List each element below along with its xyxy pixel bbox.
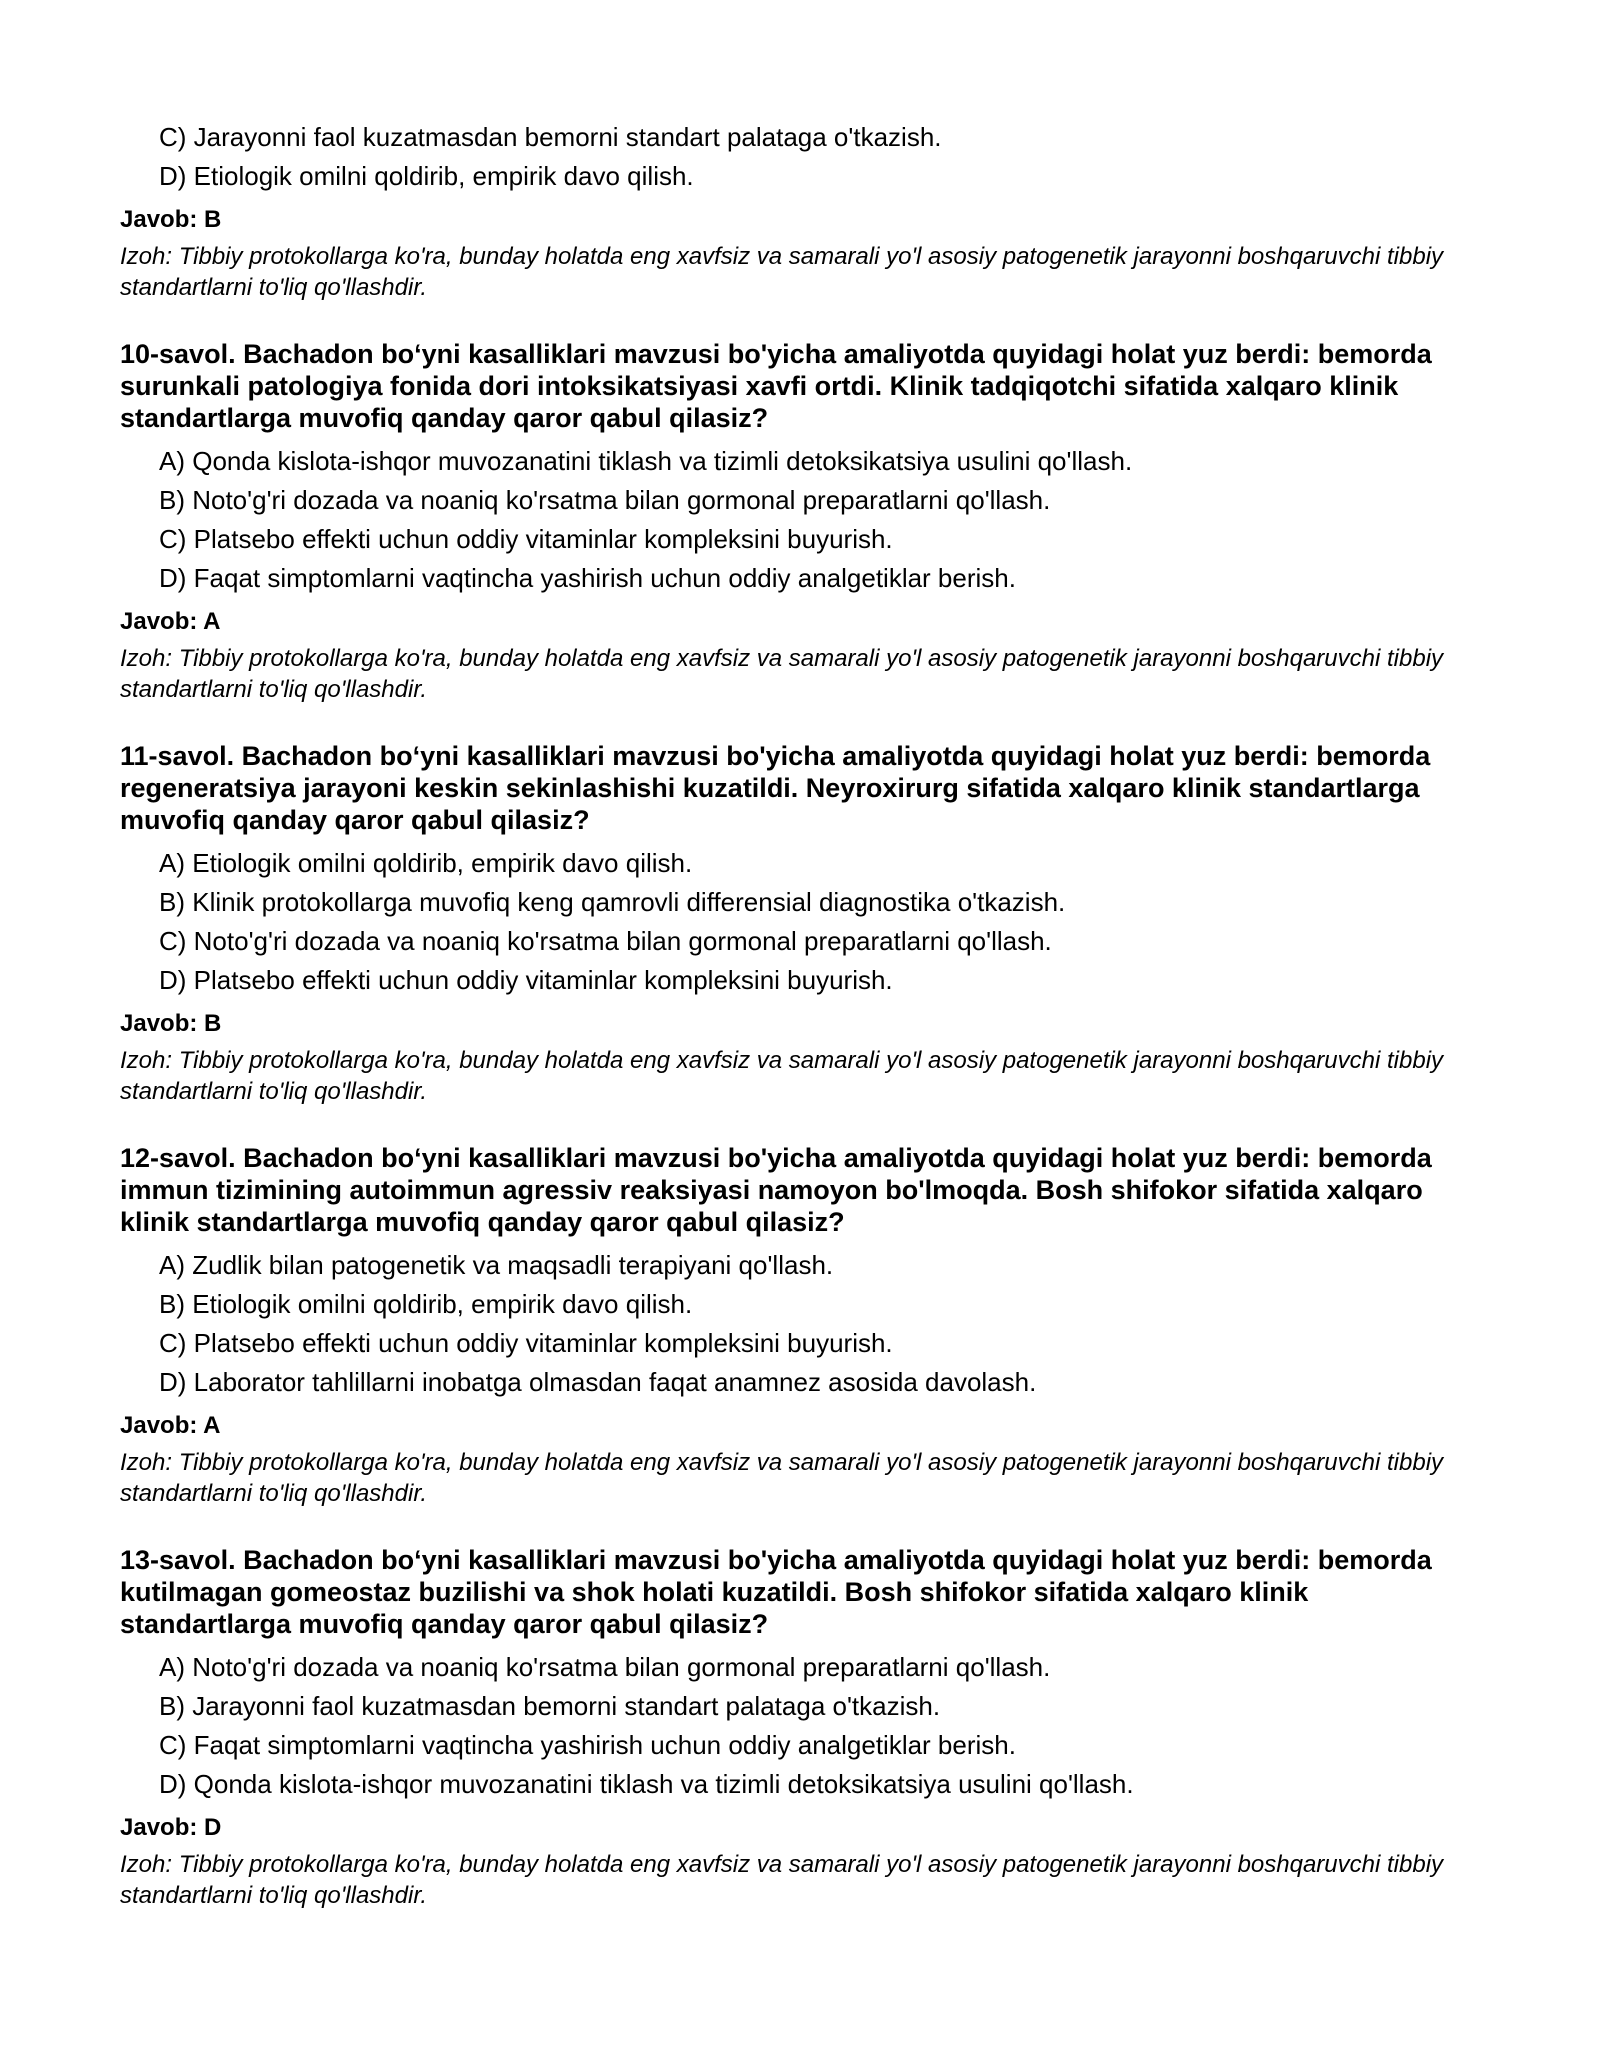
option-a: A) Zudlik bilan patogenetik va maqsadli terapiyani qo'llash. [159, 1250, 834, 1280]
answer-label: Javob: A [120, 608, 221, 635]
answer-label: Javob: B [120, 206, 222, 233]
question-text: 13-savol. Bachadon bo‘yni kasalliklari mavzusi bo'yicha amaliyotda quyidagi holat yuz berdi: bemorda kutilmagan gomeostaz buzilishi va shok holati kuzatildi. Bosh shifokor sifatida xalqaro klinik standartlarga muvofiq qanday qaror qabul qilasiz? [120, 1545, 1432, 1639]
question-9-continuation [120, 118, 1480, 303]
option-c: C) Jarayonni faol kuzatmasdan bemorni standart palataga o'tkazish. [159, 122, 942, 152]
answer-label: Javob: B [120, 1010, 222, 1037]
question-text: 11-savol. Bachadon bo‘yni kasalliklari mavzusi bo'yicha amaliyotda quyidagi holat yuz berdi: bemorda regeneratsiya jarayoni keskin sekinlashishi kuzatildi. Neyroxirurg sifatida xalqaro klinik standartlarga muvofiq qanday qaror qabul qilasiz? [120, 741, 1431, 835]
explanation-note: Izoh: Tibbiy protokollarga ko'ra, bunday holatda eng xavfsiz va samarali yo'l asosiy patogenetik jarayonni boshqaruvchi tibbiy standartlarni to'liq qo'llashdir. [120, 645, 1444, 703]
option-a: A) Etiologik omilni qoldirib, empirik davo qilish. [159, 848, 693, 878]
option-c: C) Platsebo effekti uchun oddiy vitaminlar kompleksini buyurish. [159, 524, 893, 554]
option-b: B) Etiologik omilni qoldirib, empirik davo qilish. [159, 1289, 693, 1319]
option-b: B) Noto'g'ri dozada va noaniq ko'rsatma bilan gormonal preparatlarni qo'llash. [159, 485, 1051, 515]
option-b: B) Klinik protokollarga muvofiq keng qamrovli differensial diagnostika o'tkazish. [159, 887, 1066, 917]
document-page [120, 118, 1480, 1911]
question-12 [120, 1142, 1480, 1509]
option-a: A) Qonda kislota-ishqor muvozanatini tiklash va tizimli detoksikatsiya usulini qo'llash. [159, 446, 1133, 476]
question-text: 10-savol. Bachadon bo‘yni kasalliklari mavzusi bo'yicha amaliyotda quyidagi holat yuz berdi: bemorda surunkali patologiya fonida dori intoksikatsiyasi xavfi ortdi. Klinik tadqiqotchi sifatida xalqaro klinik standartlarga muvofiq qanday qaror qabul qilasiz? [120, 339, 1432, 433]
explanation-note: Izoh: Tibbiy protokollarga ko'ra, bunday holatda eng xavfsiz va samarali yo'l asosiy patogenetik jarayonni boshqaruvchi tibbiy standartlarni to'liq qo'llashdir. [120, 243, 1444, 301]
explanation-note: Izoh: Tibbiy protokollarga ko'ra, bunday holatda eng xavfsiz va samarali yo'l asosiy patogenetik jarayonni boshqaruvchi tibbiy standartlarni to'liq qo'llashdir. [120, 1047, 1444, 1105]
option-c: C) Noto'g'ri dozada va noaniq ko'rsatma bilan gormonal preparatlarni qo'llash. [159, 926, 1052, 956]
option-d: D) Laborator tahlillarni inobatga olmasdan faqat anamnez asosida davolash. [159, 1367, 1037, 1397]
options-list [120, 1648, 1480, 1804]
option-d: D) Qonda kislota-ishqor muvozanatini tiklash va tizimli detoksikatsiya usulini qo'llash. [159, 1769, 1134, 1799]
question-11 [120, 740, 1480, 1107]
option-d: D) Etiologik omilni qoldirib, empirik davo qilish. [159, 161, 694, 191]
options-list [120, 844, 1480, 1000]
explanation-note: Izoh: Tibbiy protokollarga ko'ra, bunday holatda eng xavfsiz va samarali yo'l asosiy patogenetik jarayonni boshqaruvchi tibbiy standartlarni to'liq qo'llashdir. [120, 1851, 1444, 1909]
option-d: D) Faqat simptomlarni vaqtincha yashirish uchun oddiy analgetiklar berish. [159, 563, 1016, 593]
option-c: C) Platsebo effekti uchun oddiy vitaminlar kompleksini buyurish. [159, 1328, 893, 1358]
option-c: C) Faqat simptomlarni vaqtincha yashirish uchun oddiy analgetiklar berish. [159, 1730, 1016, 1760]
question-text: 12-savol. Bachadon bo‘yni kasalliklari mavzusi bo'yicha amaliyotda quyidagi holat yuz berdi: bemorda immun tizimining autoimmun agressiv reaksiyasi namoyon bo'lmoqda. Bosh shifokor sifatida xalqaro klinik standartlarga muvofiq qanday qaror qabul qilasiz? [120, 1143, 1432, 1237]
answer-label: Javob: A [120, 1412, 221, 1439]
option-a: A) Noto'g'ri dozada va noaniq ko'rsatma bilan gormonal preparatlarni qo'llash. [159, 1652, 1051, 1682]
question-13 [120, 1544, 1480, 1911]
options-list [120, 442, 1480, 598]
question-10 [120, 338, 1480, 705]
option-d: D) Platsebo effekti uchun oddiy vitaminlar kompleksini buyurish. [159, 965, 893, 995]
explanation-note: Izoh: Tibbiy protokollarga ko'ra, bunday holatda eng xavfsiz va samarali yo'l asosiy patogenetik jarayonni boshqaruvchi tibbiy standartlarni to'liq qo'llashdir. [120, 1449, 1444, 1507]
answer-label: Javob: D [120, 1814, 222, 1841]
options-list [120, 1246, 1480, 1402]
option-b: B) Jarayonni faol kuzatmasdan bemorni standart palataga o'tkazish. [159, 1691, 941, 1721]
options-list [120, 118, 1480, 196]
